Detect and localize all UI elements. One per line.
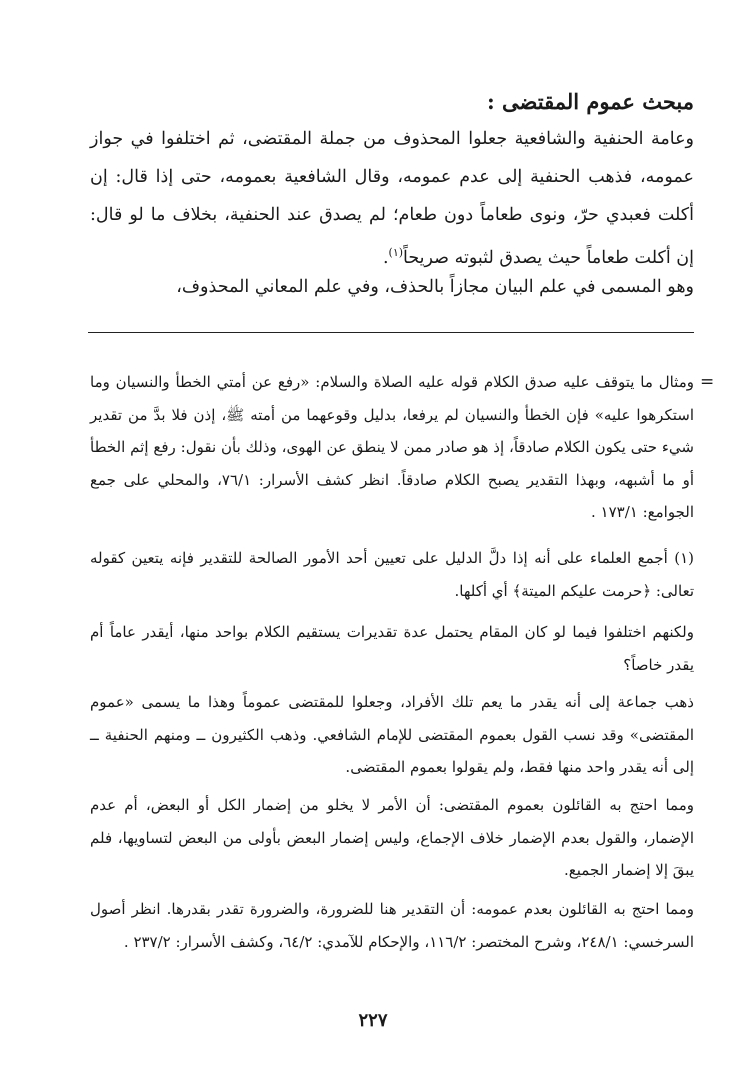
footnote-1-paragraph-5: ومما احتج به القائلون بعدم عمومه: أن التقدير هنا للضرورة، والضرورة تقدر بقدرها. انظر أصول السرخسي: ٢٤٨/١، وشرح المختصر: ١١٦/٢، والإحكام للآمدي: ٦٤/٢، وكشف الأسرار: ٢٣٧/٢ . — [90, 900, 694, 951]
section-heading: مبحث عموم المقتضى : — [486, 89, 694, 114]
sentence-end: . — [382, 247, 389, 268]
page-number: ٢٢٧ — [358, 1010, 388, 1031]
footnote-1: (١) أجمع العلماء على أنه إذا دلَّ الدليل على تعيين أحد الأمور الصالحة للتقدير فإنه يتعين كقوله تعالى: ﴿حرمت عليكم الميتة﴾ أي أكلها. — [90, 549, 694, 600]
body-paragraph-1 — [90, 120, 694, 277]
body-paragraph-2: وهو المسمى في علم البيان مجازاً بالحذف، وفي علم المعاني المحذوف، — [176, 277, 694, 297]
footnote-1-paragraph-3: ذهب جماعة إلى أنه يقدر ما يعم تلك الأفراد، وجعلوا للمقتضى عموماً وهذا ما يسمى «عموم المقتضى» وقد نسب القول بعموم المقتضى للإمام الشافعي. وذهب الكثيرون ــ ومنهم الحنفية ــ إلى أنه يقدر واحد منها فقط، ولم يقولوا بعموم المقتضى. — [90, 693, 694, 776]
footnote-1-paragraph-4: ومما احتج به القائلون بعموم المقتضى: أن الأمر لا يخلو من إضمار الكل أو البعض، أم عدم الإضمار، والقول بعدم الإضمار خلاف الإجماع، وليس إضمار البعض بأولى من البعض لتساويها، فلم يبقَ إلا إضمار الجميع. — [90, 796, 694, 879]
footnote-1-paragraph-2: ولكنهم اختلفوا فيما لو كان المقام يحتمل عدة تقديرات يستقيم الكلام بواحد منها، أيقدر عاماً أم يقدر خاصاً؟ — [90, 623, 694, 674]
continuation-mark: = — [700, 372, 715, 392]
footnote-continuation: ومثال ما يتوقف عليه صدق الكلام قوله عليه الصلاة والسلام: «رفع عن أمتي الخطأ والنسيان وما استكرهوا عليه» فإن الخطأ والنسيان لم يرفعا، بدليل وقوعهما من أمته ﷺ، إذن فلا بدَّ من تقدير شيء حتى يكون الكلام صادقاً، إذ هو صادر ممن لا ينطق عن الهوى، وذلك بأن نقول: رفع إثم الخطأ أو ما أشبهه، وبهذا التقدير يصبح الكلام صادقاً. انظر كشف الأسرار: ٧٦/١، والمحلي على جمع الجوامع: ١٧٣/١ . — [90, 373, 694, 521]
footnote-divider — [88, 332, 694, 333]
body-paragraph-1-text: وعامة الحنفية والشافعية جعلوا المحذوف من جملة المقتضى، ثم اختلفوا في جواز عمومه، فذهب الحنفية إلى عدم عمومه، وقال الشافعية بعمومه، حتى إذا قال: إن أكلت فعبدي حرّ، ونوى طعاماً دون طعام؛ لم يصدق عند الحنفية، بخلاف ما لو قال: إن أكلت طعاماً حيث يصدق لثبوته صريحاً — [90, 129, 694, 268]
footnote-reference[interactable]: (١) — [388, 246, 404, 259]
